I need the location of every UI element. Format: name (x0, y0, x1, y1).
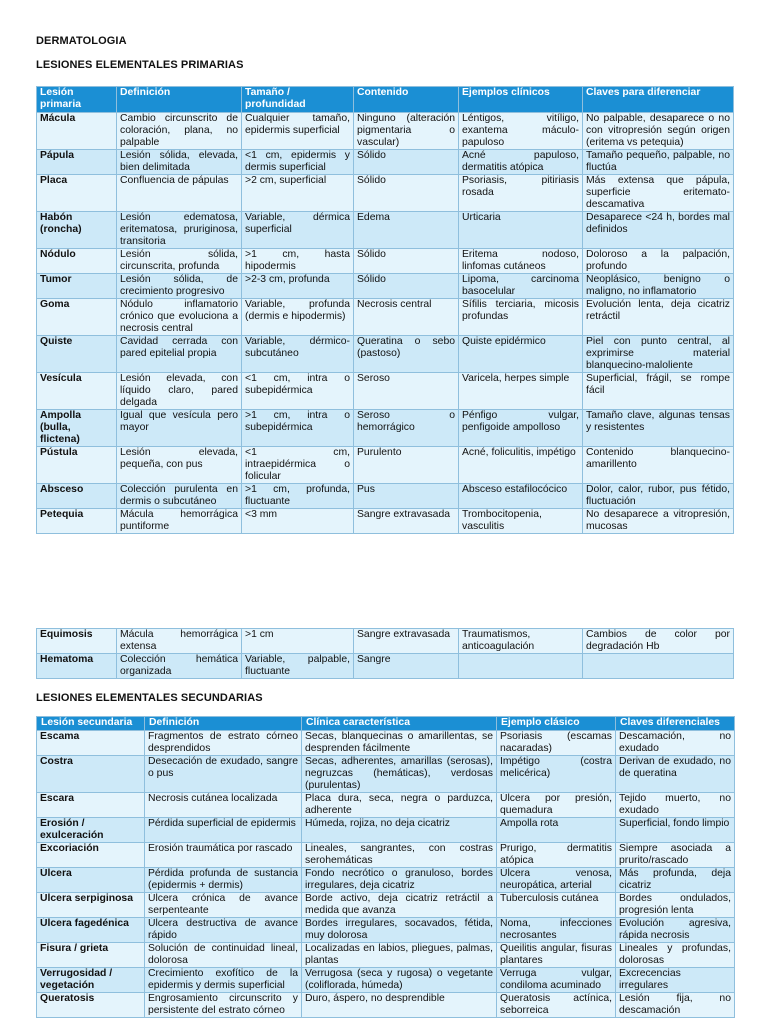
lesion-name: Úlcera serpiginosa (37, 893, 145, 918)
cell: Engrosamiento circunscrito y persistente del estrato córneo (145, 993, 302, 1018)
cell: Pérdida profunda de sustancia (epidermis + dermis) (145, 868, 302, 893)
cell: Cavidad cerrada con pared epitelial propia (117, 336, 242, 373)
table-row (37, 793, 735, 818)
cell: Pénfigo vulgar, penfigoide ampolloso (459, 410, 583, 447)
cell: Secas, adherentes, amarillas (serosas), negruzcas (hemáticas), verdosas (purulentas) (302, 756, 497, 793)
cell: Húmeda, rojiza, no deja cicatriz (302, 818, 497, 843)
lesion-name: Erosión / exulceración (37, 818, 145, 843)
cell: Evolución lenta, deja cicatriz retráctil (583, 299, 734, 336)
cell: Doloroso a la palpación, profundo (583, 249, 734, 274)
secondary-lesions-table (36, 716, 735, 1018)
cell: Seroso (354, 373, 459, 410)
cell: Eritema nodoso, linfomas cutáneos (459, 249, 583, 274)
cell: Lipoma, carcinoma basocelular (459, 274, 583, 299)
table-header-row (37, 717, 735, 731)
table-row (37, 893, 735, 918)
cell: Edema (354, 212, 459, 249)
table-row (37, 212, 734, 249)
cell: <1 cm, intra o subepidérmica (242, 373, 354, 410)
cell: Acné papuloso, dermatitis atópica (459, 150, 583, 175)
cell: Lesión sólida, de crecimiento progresivo (117, 274, 242, 299)
cell: >2 cm, superficial (242, 175, 354, 212)
table-row (37, 509, 734, 534)
cell: Nódulo inflamatorio crónico que evoluciona a necrosis central (117, 299, 242, 336)
cell: Fragmentos de estrato córneo desprendidos (145, 731, 302, 756)
lesion-name: Excoriación (37, 843, 145, 868)
cell: Desecación de exudado, sangre o pus (145, 756, 302, 793)
cell: Léntigos, vitíligo, exantema máculo-papuloso (459, 113, 583, 150)
col-header: Tamaño / profundidad (242, 87, 354, 113)
cell: Siempre asociada a prurito/rascado (616, 843, 735, 868)
cell: Ninguno (alteración pigmentaria o vascular) (354, 113, 459, 150)
cell: Secas, blanquecinas o amarillentas, se desprenden fácilmente (302, 731, 497, 756)
table-row (37, 299, 734, 336)
col-header: Definición (145, 717, 302, 731)
primary-lesions-heading: LESIONES ELEMENTALES PRIMARIAS (36, 59, 244, 71)
cell: Borde activo, deja cicatriz retráctil a medida que avanza (302, 893, 497, 918)
lesion-name: Pústula (37, 447, 117, 484)
cell: Fondo necrótico o granuloso, bordes irregulares, deja cicatriz (302, 868, 497, 893)
cell: Úlcera por presión, quemadura (497, 793, 616, 818)
lesion-name: Habón (roncha) (37, 212, 117, 249)
cell: Placa dura, seca, negra o parduzca, adherente (302, 793, 497, 818)
cell: Igual que vesícula pero mayor (117, 410, 242, 447)
table-row (37, 373, 734, 410)
table-row (37, 918, 735, 943)
cell: Purulento (354, 447, 459, 484)
lesion-name: Petequia (37, 509, 117, 534)
cell: Derivan de exudado, no de queratina (616, 756, 735, 793)
cell: Superficial, frágil, se rompe fácil (583, 373, 734, 410)
cell: Absceso estafilocócico (459, 484, 583, 509)
table-row (37, 150, 734, 175)
primary-lesions-table-continued (36, 628, 734, 679)
cell: Piel con punto central, al exprimirse material blanquecino-maloliente (583, 336, 734, 373)
lesion-name: Escama (37, 731, 145, 756)
secondary-lesions-heading: LESIONES ELEMENTALES SECUNDARIAS (36, 692, 263, 704)
cell: Desaparece <24 h, bordes mal definidos (583, 212, 734, 249)
cell: Pérdida superficial de epidermis (145, 818, 302, 843)
table-header-row (37, 87, 734, 113)
lesion-name: Úlcera (37, 868, 145, 893)
lesion-name: Quiste (37, 336, 117, 373)
cell: Acné, foliculitis, impétigo (459, 447, 583, 484)
cell: >1 cm, profunda, fluctuante (242, 484, 354, 509)
lesion-name: Pápula (37, 150, 117, 175)
cell: Colección hemática organizada (117, 654, 242, 679)
lesion-name: Fisura / grieta (37, 943, 145, 968)
cell: Verrugosa (seca y rugosa) o vegetante (coliflorada, húmeda) (302, 968, 497, 993)
cell: Crecimiento exofítico de la epidermis y dermis superficial (145, 968, 302, 993)
lesion-name: Vesícula (37, 373, 117, 410)
cell: Superficial, fondo limpio (616, 818, 735, 843)
table-row (37, 629, 734, 654)
cell: Sólido (354, 175, 459, 212)
col-header: Definición (117, 87, 242, 113)
table-row (37, 336, 734, 373)
lesion-name: Goma (37, 299, 117, 336)
table-row (37, 818, 735, 843)
col-header: Ejemplos clínicos (459, 87, 583, 113)
cell: Tuberculosis cutánea (497, 893, 616, 918)
cell: Lesión sólida, circunscrita, profunda (117, 249, 242, 274)
cell: <3 mm (242, 509, 354, 534)
lesion-name: Mácula (37, 113, 117, 150)
cell: <1 cm, epidermis y dermis superficial (242, 150, 354, 175)
col-header: Claves diferenciales (616, 717, 735, 731)
cell: Cambio circunscrito de coloración, plana, no palpable (117, 113, 242, 150)
cell: Queratosis actínica, seborreica (497, 993, 616, 1018)
cell: Excrecencias irregulares (616, 968, 735, 993)
cell: Lesión elevada, con líquido claro, pared delgada (117, 373, 242, 410)
lesion-name: Tumor (37, 274, 117, 299)
cell (459, 654, 583, 679)
table-row (37, 410, 734, 447)
cell: Úlcera crónica de avance serpenteante (145, 893, 302, 918)
col-header: Contenido (354, 87, 459, 113)
cell: Colección purulenta en dermis o subcutáneo (117, 484, 242, 509)
col-header: Lesión primaria (37, 87, 117, 113)
cell: <1 cm, intraepidérmica o folicular (242, 447, 354, 484)
cell: Urticaria (459, 212, 583, 249)
col-header: Clínica característica (302, 717, 497, 731)
cell: Queratina o sebo (pastoso) (354, 336, 459, 373)
cell: Traumatismos, anticoagulación (459, 629, 583, 654)
table-row (37, 175, 734, 212)
cell: Variable, palpable, fluctuante (242, 654, 354, 679)
cell: Solución de continuidad lineal, dolorosa (145, 943, 302, 968)
cell: Psoriasis, pitiriasis rosada (459, 175, 583, 212)
cell: Necrosis central (354, 299, 459, 336)
cell: >1 cm (242, 629, 354, 654)
table-row (37, 756, 735, 793)
cell: Variable, dérmico-subcutáneo (242, 336, 354, 373)
cell: Seroso o hemorrágico (354, 410, 459, 447)
cell: Impétigo (costra melicérica) (497, 756, 616, 793)
cell: Descamación, no exudado (616, 731, 735, 756)
lesion-name: Verrugosidad / vegetación (37, 968, 145, 993)
cell: Lesión fija, no descamación (616, 993, 735, 1018)
cell: Quiste epidérmico (459, 336, 583, 373)
cell: Evolución agresiva, rápida necrosis (616, 918, 735, 943)
cell: Verruga vulgar, condiloma acuminado (497, 968, 616, 993)
cell: Erosión traumática por rascado (145, 843, 302, 868)
table-row (37, 484, 734, 509)
lesion-name: Úlcera fagedénica (37, 918, 145, 943)
cell: Mácula hemorrágica extensa (117, 629, 242, 654)
table-row (37, 654, 734, 679)
table-row (37, 731, 735, 756)
table-row (37, 113, 734, 150)
cell: Sólido (354, 274, 459, 299)
cell: Prurigo, dermatitis atópica (497, 843, 616, 868)
cell: Duro, áspero, no desprendible (302, 993, 497, 1018)
cell: Queilitis angular, fisuras plantares (497, 943, 616, 968)
cell: Úlcera destructiva de avance rápido (145, 918, 302, 943)
cell: No desaparece a vitropresión, mucosas (583, 509, 734, 534)
col-header: Lesión secundaria (37, 717, 145, 731)
cell: Lineales y profundas, dolorosas (616, 943, 735, 968)
lesion-name: Costra (37, 756, 145, 793)
cell: Tamaño clave, algunas tensas y resistentes (583, 410, 734, 447)
cell: Noma, infecciones necrosantes (497, 918, 616, 943)
cell: Varicela, herpes simple (459, 373, 583, 410)
page-title: DERMATOLOGIA (36, 35, 127, 47)
cell: >1 cm, intra o subepidérmica (242, 410, 354, 447)
cell: Bordes ondulados, progresión lenta (616, 893, 735, 918)
cell: Cualquier tamaño, epidermis superficial (242, 113, 354, 150)
cell: Confluencia de pápulas (117, 175, 242, 212)
cell: Contenido blanquecino-amarillento (583, 447, 734, 484)
cell: Lineales, sangrantes, con costras serohemáticas (302, 843, 497, 868)
cell: Variable, dérmica superficial (242, 212, 354, 249)
cell: Sólido (354, 249, 459, 274)
lesion-name: Equimosis (37, 629, 117, 654)
cell: Más profunda, deja cicatriz (616, 868, 735, 893)
lesion-name: Hematoma (37, 654, 117, 679)
cell: >1 cm, hasta hipodermis (242, 249, 354, 274)
cell: Más extensa que pápula, superficie eritemato-descamativa (583, 175, 734, 212)
cell: No palpable, desaparece o no con vitropresión según origen (eritema vs petequia) (583, 113, 734, 150)
table-row (37, 843, 735, 868)
table-row (37, 993, 735, 1018)
table-row (37, 249, 734, 274)
cell: Tejido muerto, no exudado (616, 793, 735, 818)
primary-lesions-table (36, 86, 734, 534)
table-row (37, 868, 735, 893)
cell: Bordes irregulares, socavados, fétida, muy dolorosa (302, 918, 497, 943)
cell: Lesión edematosa, eritematosa, pruriginosa, transitoria (117, 212, 242, 249)
col-header: Ejemplo clásico (497, 717, 616, 731)
cell: Sangre (354, 654, 459, 679)
cell: Trombocitopenia, vasculitis (459, 509, 583, 534)
table-row (37, 274, 734, 299)
lesion-name: Placa (37, 175, 117, 212)
cell: Tamaño pequeño, palpable, no fluctúa (583, 150, 734, 175)
cell: Variable, profunda (dermis e hipodermis) (242, 299, 354, 336)
cell: Úlcera venosa, neuropática, arterial (497, 868, 616, 893)
cell: Sólido (354, 150, 459, 175)
lesion-name: Nódulo (37, 249, 117, 274)
cell: Cambios de color por degradación Hb (583, 629, 734, 654)
cell: Sífilis terciaria, micosis profundas (459, 299, 583, 336)
col-header: Claves para diferenciar (583, 87, 734, 113)
lesion-name: Ampolla (bulla, flictena) (37, 410, 117, 447)
table-row (37, 447, 734, 484)
cell: Sangre extravasada (354, 509, 459, 534)
cell (583, 654, 734, 679)
cell: Necrosis cutánea localizada (145, 793, 302, 818)
lesion-name: Absceso (37, 484, 117, 509)
cell: Mácula hemorrágica puntiforme (117, 509, 242, 534)
cell: Lesión elevada, pequeña, con pus (117, 447, 242, 484)
lesion-name: Queratosis (37, 993, 145, 1018)
cell: Pus (354, 484, 459, 509)
cell: Lesión sólida, elevada, bien delimitada (117, 150, 242, 175)
table-row (37, 943, 735, 968)
cell: Ampolla rota (497, 818, 616, 843)
cell: Dolor, calor, rubor, pus fétido, fluctuación (583, 484, 734, 509)
cell: Localizadas en labios, pliegues, palmas, plantas (302, 943, 497, 968)
cell: >2-3 cm, profunda (242, 274, 354, 299)
lesion-name: Escara (37, 793, 145, 818)
table-row (37, 968, 735, 993)
cell: Neoplásico, benigno o maligno, no inflamatorio (583, 274, 734, 299)
cell: Sangre extravasada (354, 629, 459, 654)
cell: Psoriasis (escamas nacaradas) (497, 731, 616, 756)
